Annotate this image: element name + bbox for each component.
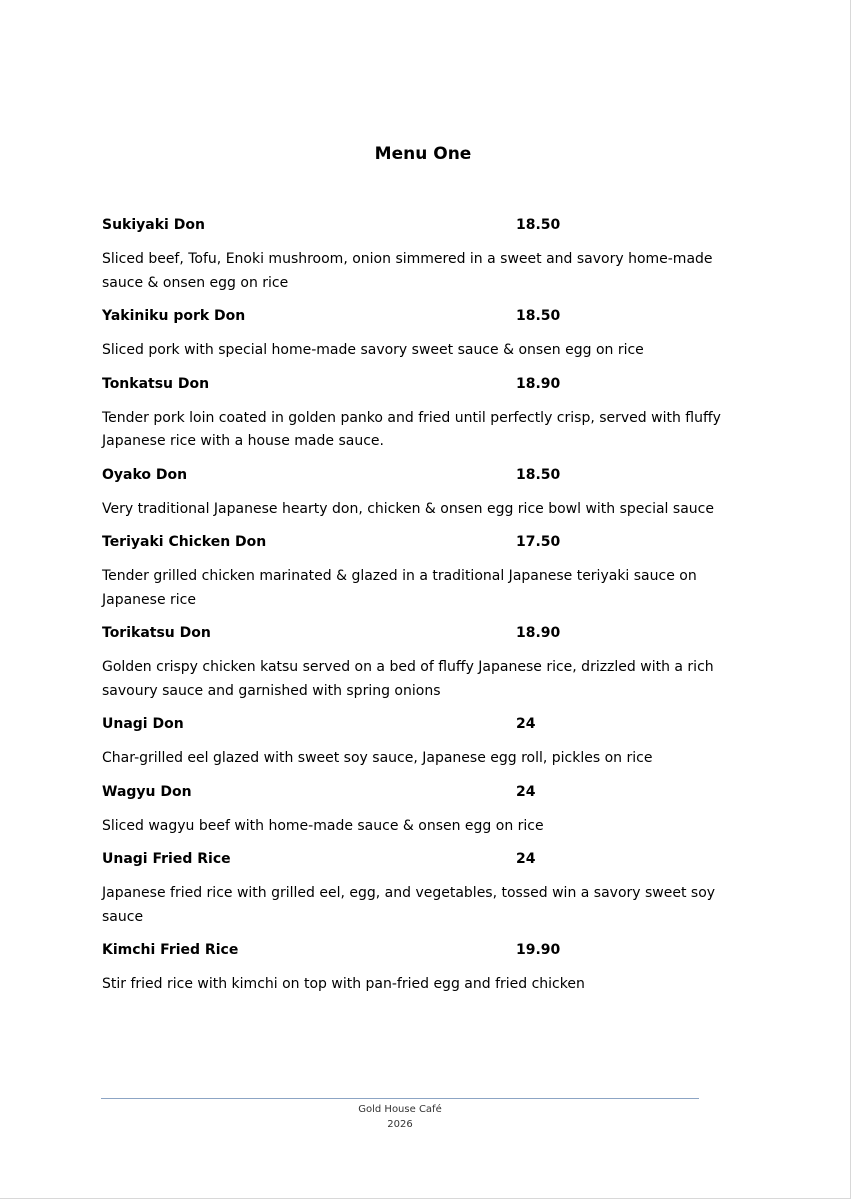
item-price: 19.90 <box>516 942 561 958</box>
item-header <box>102 778 742 806</box>
item-name: Unagi Fried Rice <box>102 851 231 867</box>
menu-item <box>102 370 742 454</box>
item-header <box>102 370 742 398</box>
item-description: Very traditional Japanese hearty don, chicken & onsen egg rice bowl with special sauce <box>102 500 714 517</box>
item-header <box>102 936 742 964</box>
item-description: Stir fried rice with kimchi on top with pan-fried egg and fried chicken <box>102 976 585 992</box>
item-price: 18.50 <box>516 466 561 483</box>
menu-item <box>102 936 742 997</box>
footer-divider <box>101 1098 699 1099</box>
item-description: Sliced pork with special home-made savory sweet sauce & onsen egg on rice <box>102 342 644 358</box>
item-description: Char-grilled eel glazed with sweet soy sauce, Japanese egg roll, pickles on rice <box>102 750 653 766</box>
item-description: Tender pork loin coated in golden panko and fried until perfectly crisp, served with fluffy Japanese rice with a house made sauce. <box>102 409 721 449</box>
item-header <box>102 461 742 489</box>
item-header <box>102 845 742 873</box>
menu-item <box>102 778 742 839</box>
item-header <box>102 710 742 738</box>
item-header <box>102 619 742 647</box>
item-header <box>102 528 742 556</box>
item-name: Tonkatsu Don <box>102 375 210 392</box>
item-price: 18.90 <box>516 375 561 392</box>
item-description: Japanese fried rice with grilled eel, egg, and vegetables, tossed win a savory sweet soy sauce <box>102 885 716 925</box>
item-name: Kimchi Fried Rice <box>102 942 239 958</box>
item-name: Wagyu Don <box>102 783 192 800</box>
menu-item <box>102 619 742 703</box>
item-price: 18.50 <box>516 308 561 324</box>
item-name: Sukiyaki Don <box>102 217 205 233</box>
item-description: Tender grilled chicken marinated & glazed in a traditional Japanese teriyaki sauce on Japanese rice <box>102 568 697 608</box>
item-name: Torikatsu Don <box>102 625 211 641</box>
menu-item <box>102 461 742 522</box>
menu-items <box>102 211 742 1004</box>
item-price: 24 <box>516 851 536 867</box>
item-description: Sliced beef, Tofu, Enoki mushroom, onion simmered in a sweet and savory home-made sauce & onsen egg on rice <box>102 251 713 291</box>
menu-item <box>102 845 742 929</box>
menu-item <box>102 211 742 295</box>
page-title: Menu One <box>374 144 472 164</box>
item-price: 18.90 <box>516 625 561 641</box>
item-name: Teriyaki Chicken Don <box>102 534 267 550</box>
item-price: 24 <box>516 716 536 732</box>
item-description: Golden crispy chicken katsu served on a bed of fluffy Japanese rice, drizzled with a rich savoury sauce and garnished with spring onions <box>102 659 714 699</box>
menu-item <box>102 528 742 612</box>
footer-year: 2026 <box>387 1119 413 1130</box>
item-price: 17.50 <box>516 534 561 550</box>
footer <box>0 1102 800 1132</box>
item-price: 24 <box>516 783 536 800</box>
menu-item <box>102 710 742 771</box>
item-header <box>102 211 742 239</box>
item-header <box>102 302 742 330</box>
item-name: Unagi Don <box>102 716 184 732</box>
footer-name: Gold House Café <box>358 1104 442 1115</box>
item-name: Yakiniku pork Don <box>102 308 246 324</box>
menu-item <box>102 302 742 363</box>
item-price: 18.50 <box>516 217 561 233</box>
item-name: Oyako Don <box>102 466 188 483</box>
item-description: Sliced wagyu beef with home-made sauce & onsen egg on rice <box>102 817 544 834</box>
